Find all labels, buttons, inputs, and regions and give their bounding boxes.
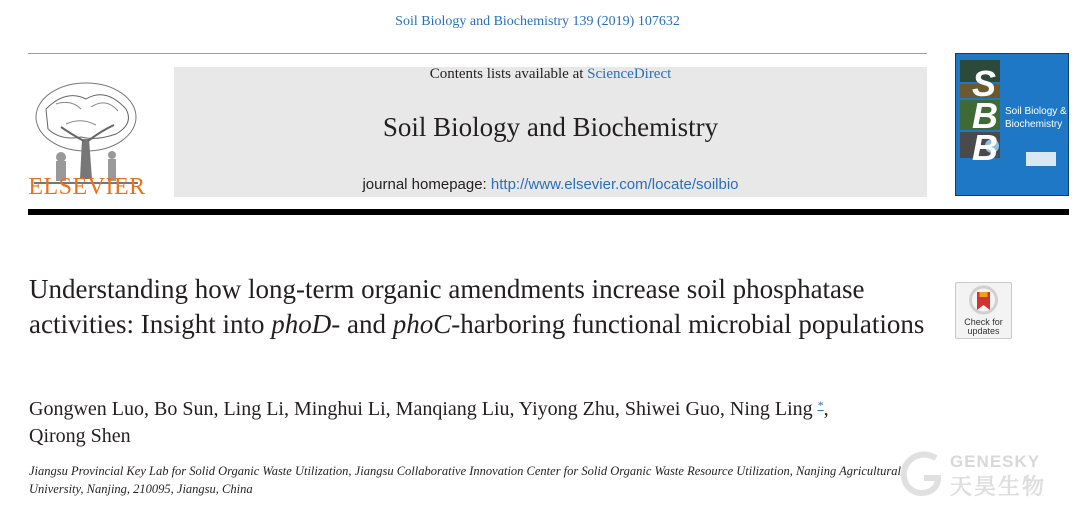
- authors-last: Qirong Shen: [29, 425, 131, 447]
- sciencedirect-link[interactable]: ScienceDirect: [587, 66, 672, 82]
- title-part-2: - and: [331, 309, 393, 339]
- cover-title-line2: Biochemistry: [1005, 119, 1063, 130]
- affiliation: Jiangsu Provincial Key Lab for Solid Organic Waste Utilization, Jiangsu Collaborative Innovation Center for Solid Organic Waste Resource Utilization, Nanjing Agricultural University, Nanjing, 210095, Jiangsu, China: [29, 464, 901, 496]
- journal-name: Soil Biology and Biochemistry: [382, 112, 719, 142]
- cover-art: [956, 54, 1068, 195]
- check-updates-line1: Check for: [964, 317, 1003, 327]
- bookmark-icon: [956, 283, 1011, 319]
- title-part-1: Understanding how long-term organic amendments increase soil phosphatase activities: Insight into: [29, 274, 865, 339]
- homepage-link[interactable]: http://www.elsevier.com/locate/soilbio: [490, 176, 739, 193]
- check-updates-line2: updates: [967, 326, 1000, 336]
- watermark-english: GENESKY: [950, 452, 1041, 471]
- cover-letter-b2: B: [972, 127, 998, 168]
- publisher-wordmark: ELSEVIER: [28, 174, 146, 200]
- article-title: [29, 272, 929, 342]
- title-gene-1: phoD: [271, 309, 332, 339]
- journal-cover[interactable]: [955, 53, 1069, 196]
- authors-comma: ,: [823, 398, 829, 420]
- cover-letter-b1: B: [972, 95, 998, 136]
- check-for-updates-button[interactable]: [955, 282, 1012, 339]
- title-gene-2: phoC: [392, 309, 452, 339]
- genesky-watermark: [898, 450, 1058, 500]
- watermark-chinese: 天昊生物: [950, 475, 1047, 500]
- journal-citation: Soil Biology and Biochemistry 139 (2019) 107632: [395, 14, 680, 29]
- check-updates-label: [956, 318, 1011, 336]
- authors-main: Gongwen Luo, Bo Sun, Ling Li, Minghui Li, Manqiang Liu, Yiyong Zhu, Shiwei Guo, Ning Ling: [29, 398, 813, 420]
- header-divider: [28, 53, 927, 54]
- author-list: [29, 396, 959, 450]
- title-part-3: -harboring functional microbial populations: [451, 309, 925, 339]
- corresponding-author-link[interactable]: *: [817, 398, 824, 412]
- header-bottom-rule: [28, 209, 1069, 215]
- cover-title-line1: Soil Biology &: [1005, 106, 1067, 117]
- homepage-line: [174, 176, 927, 193]
- cover-letter-s: S: [972, 63, 997, 104]
- contents-prefix: Contents lists available at: [429, 66, 588, 82]
- contents-line: [174, 66, 927, 83]
- genesky-logo-icon: [898, 450, 946, 498]
- homepage-prefix: journal homepage:: [362, 176, 491, 193]
